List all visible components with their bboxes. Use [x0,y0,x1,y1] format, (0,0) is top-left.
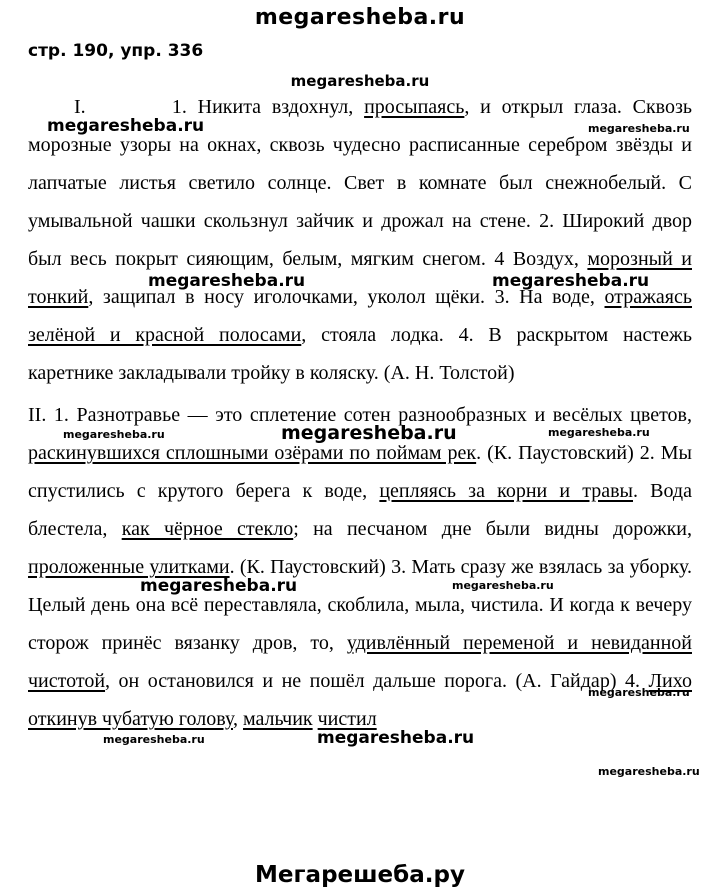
watermark: megaresheba.ru [588,122,690,135]
underlined-phrase: морозный и тонкий [28,248,692,308]
exercise-reference: стр. 190, упр. 336 [28,41,204,61]
text-segment: I. 1. Никита вздохнул, [74,96,365,118]
text-segment: , защипал в носу иголочками, уколол щёки. 3. На воде, [88,286,605,308]
text-segment: , [232,708,243,730]
underlined-phrase: просыпаясь [364,96,465,118]
watermark: megaresheba.ru [548,426,650,439]
underlined-phrase: цепляясь за корни и травы [379,480,633,502]
footer-brand: Мегарешеба.ру [255,862,465,888]
watermark: megaresheba.ru [452,579,554,592]
text-segment: II. 1. Разнотравье — это сплетение сотен разнообразных и весёлых цветов, [28,404,692,426]
underlined-phrase: удивлённый переменой и невиданной чистотой [28,632,692,692]
watermark: megaresheba.ru [588,686,690,699]
underlined-phrase: отражаясь зелёной и красной полосами [28,286,692,346]
text-segment: ; на песчаном дне были видны дорожки, [293,518,693,540]
watermark: megaresheba.ru [281,422,457,444]
watermark: megaresheba.ru [598,765,700,778]
watermark: megaresheba.ru [63,428,165,441]
watermark: megaresheba.ru [317,728,475,748]
watermark: megaresheba.ru [290,72,430,90]
text-segment: . Вода блестела, [28,480,692,540]
site-title: megaresheba.ru [254,5,466,30]
watermark: megaresheba.ru [492,271,650,291]
underlined-phrase: мальчик [242,708,313,730]
underlined-phrase: как чёрное стекло [121,518,294,540]
underlined-phrase: раскинувшихся сплошными озёрами по поймам рек [28,442,477,464]
underlined-phrase: Лихо откинув чубатую голову [28,670,692,730]
exercise-text [28,88,692,738]
underlined-phrase: проложенные улитками [28,556,230,578]
text-segment: , стояла лодка. 4. В раскрытом настежь каретнике закладывали тройку в коляску. (А. Н. Толстой) [28,324,692,384]
watermark: megaresheba.ru [103,733,205,746]
text-segment: , и открыл глаза. Сквозь морозные узоры на окнах, сквозь чудесно расписанные серебром звёзды и лапчатые листья светило солнце. Свет в комнате был снежнобелый. С умывальной чашки скользнул зайчик и дрожал на стене. 2. Широкий двор был весь покрыт сияющим, белым, мягким снегом. 4 Воздух, [28,96,692,270]
text-segment: . (К. Паустовский) 3. Мать сразу же взялась за уборку. Целый день она всё переставляла, скоблила, мыла, чистила. И когда к вечеру сторож принёс вязанку дров, то, [28,556,692,654]
watermark: megaresheba.ru [47,116,205,136]
text-segment: . (К. Паустовский) 2. Мы спустились с крутого берега к воде, [28,442,692,502]
watermark: megaresheba.ru [140,576,298,596]
watermark: megaresheba.ru [148,271,306,291]
text-segment: , он остановился и не пошёл дальше порога. (А. Гайдар) 4. [105,670,649,692]
underlined-phrase: чистил [317,708,377,730]
